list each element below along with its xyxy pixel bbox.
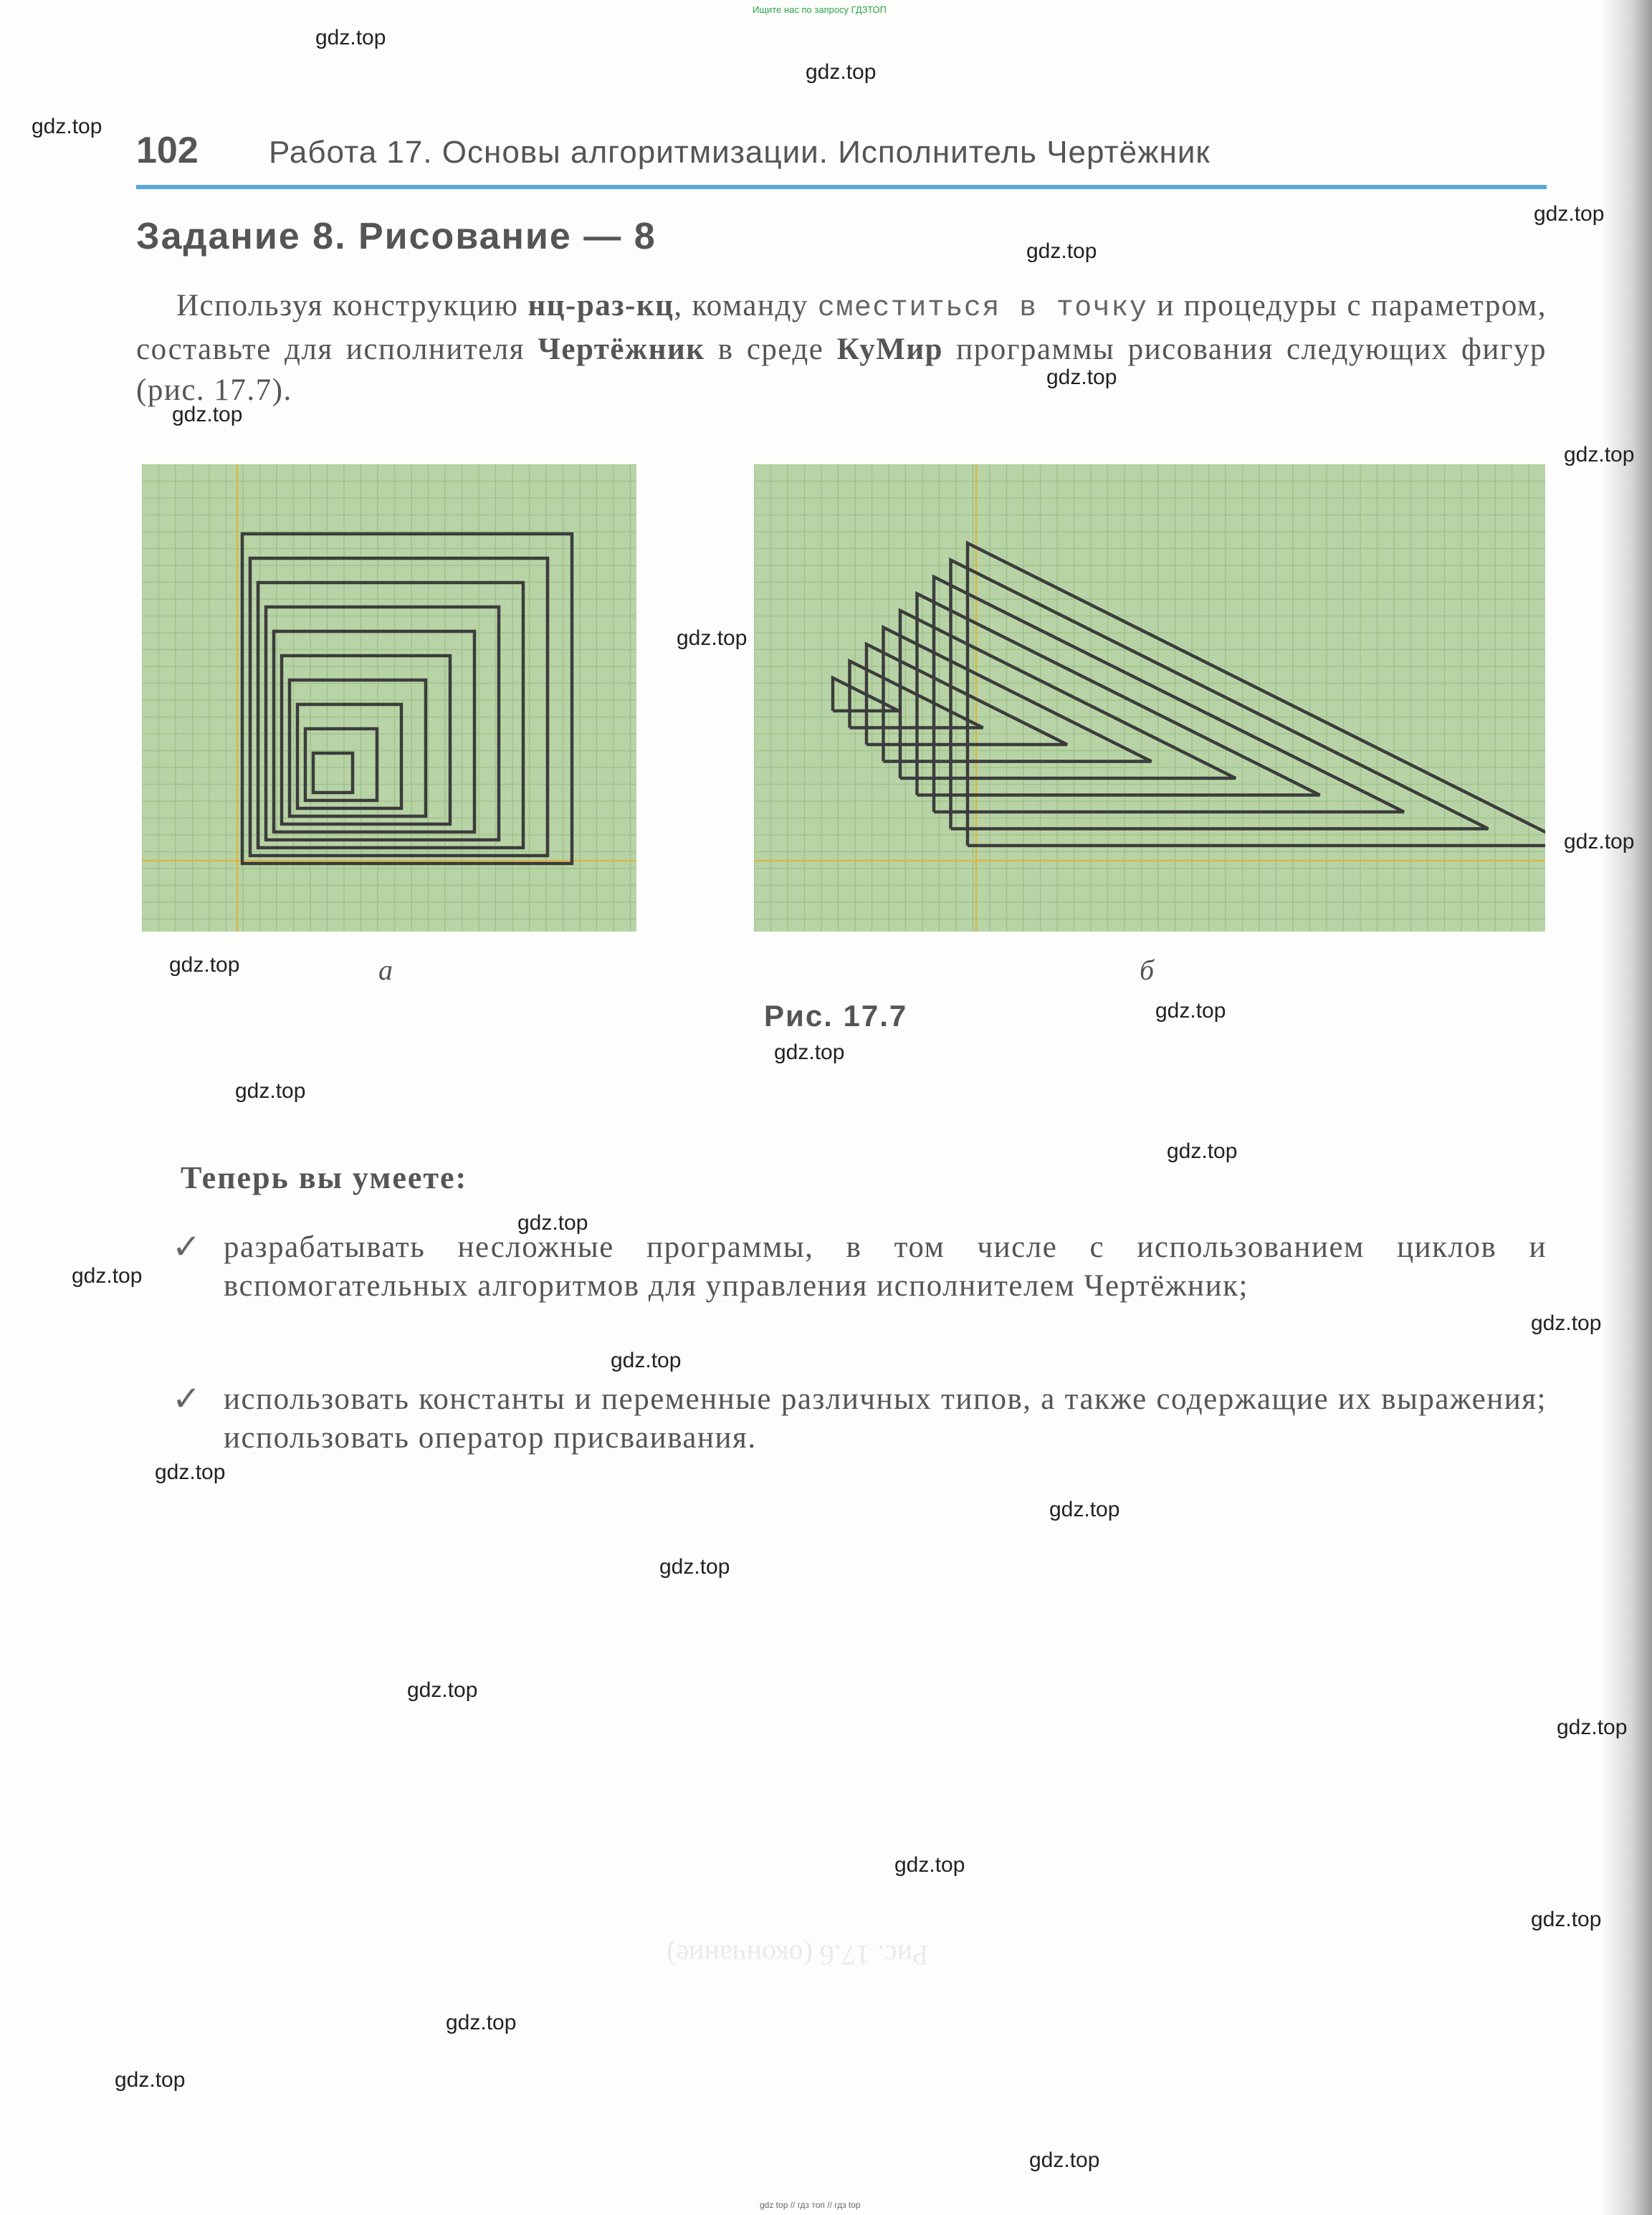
watermark: gdz.top — [806, 60, 877, 84]
nested-square — [305, 729, 377, 800]
watermark: gdz.top — [1167, 1139, 1238, 1163]
skills-title: Теперь вы умеете: — [181, 1160, 468, 1195]
watermark: gdz.top — [172, 403, 243, 426]
watermark: gdz.top — [1534, 202, 1605, 226]
task-text-part: программы рисования следующих фигур (рис. 17.7). — [136, 333, 1547, 407]
watermark: gdz.top — [894, 1853, 965, 1877]
watermark: gdz.top — [1049, 1498, 1120, 1521]
watermark: gdz.top — [1046, 365, 1117, 389]
watermark: gdz.top — [1564, 830, 1635, 853]
bottom-hint: gdz top // гдз топ // гдз top — [760, 2200, 861, 2210]
figure-caption: Рис. 17.7 — [764, 999, 908, 1033]
watermark: gdz.top — [1531, 1311, 1602, 1335]
watermark: gdz.top — [659, 1555, 730, 1579]
watermark: gdz.top — [169, 953, 240, 977]
watermark: gdz.top — [72, 1264, 143, 1288]
command-name: сместиться в точку — [817, 292, 1148, 325]
watermark: gdz.top — [517, 1211, 588, 1235]
search-hint: Ищите нас по запросу ГДЗТОП — [753, 4, 887, 15]
watermark: gdz.top — [407, 1678, 478, 1702]
watermark: gdz.top — [115, 2068, 186, 2092]
construct-name: нц-раз-кц — [527, 289, 674, 322]
watermark: gdz.top — [235, 1079, 306, 1103]
watermark: gdz.top — [1557, 1716, 1628, 1739]
skill-item — [172, 1380, 1547, 1458]
nested-triangle — [968, 543, 1545, 846]
watermark: gdz.top — [155, 1460, 226, 1484]
task-text-part: , команду — [674, 289, 818, 322]
task-text-part: и процедуры с параметром, составьте для исполнителя — [136, 289, 1547, 366]
figure-a-label: а — [378, 954, 393, 986]
watermark: gdz.top — [1029, 2148, 1100, 2172]
watermark: gdz.top — [32, 115, 102, 138]
task-text — [136, 285, 1547, 411]
watermark: gdz.top — [1026, 239, 1097, 263]
figure-a-nested-squares — [142, 464, 636, 932]
figure-b-label: б — [1140, 954, 1155, 986]
figure-b-canvas — [754, 464, 1545, 932]
watermark: gdz.top — [446, 2011, 517, 2034]
page-number: 102 — [136, 130, 199, 171]
header-rule — [136, 185, 1547, 189]
watermark: gdz.top — [1531, 1908, 1602, 1931]
task-text-part: в среде — [705, 333, 837, 366]
nested-square — [266, 607, 499, 840]
nested-square — [313, 753, 353, 793]
task-title: Задание 8. Рисование — 8 — [136, 216, 656, 257]
running-head: Работа 17. Основы алгоритмизации. Исполнитель Чертёжник — [269, 135, 1211, 170]
task-text-part: Используя конструкцию — [176, 289, 528, 322]
figure-a-canvas — [142, 464, 636, 932]
skill-item — [172, 1228, 1547, 1306]
show-through-text: Рис. 17.6 (окончание) — [667, 1939, 929, 1971]
skill-text: разрабатывать несложные программы, в том числе с использованием циклов и вспомогательных алгоритмов для управления исполнителем Чертёжник; — [224, 1230, 1547, 1303]
skill-text: использовать константы и переменные различных типов, а также содержащие их выражения; использовать оператор присваивания. — [224, 1382, 1547, 1455]
watermark: gdz.top — [315, 26, 386, 49]
checkmark-icon: ✓ — [172, 1380, 202, 1418]
watermark: gdz.top — [611, 1349, 682, 1372]
environment-name: КуМир — [836, 333, 944, 366]
watermark: gdz.top — [774, 1040, 845, 1064]
figure-b-nested-triangles — [754, 464, 1545, 932]
nested-square — [250, 558, 548, 856]
checkmark-icon: ✓ — [172, 1228, 202, 1266]
watermark: gdz.top — [1155, 999, 1226, 1023]
watermark: gdz.top — [1564, 443, 1635, 467]
nested-triangle — [884, 628, 1152, 762]
watermark: gdz.top — [677, 626, 748, 650]
executor-name: Чертёжник — [538, 333, 705, 366]
page-edge-shadow — [1602, 0, 1652, 2215]
nested-triangle — [951, 560, 1489, 829]
